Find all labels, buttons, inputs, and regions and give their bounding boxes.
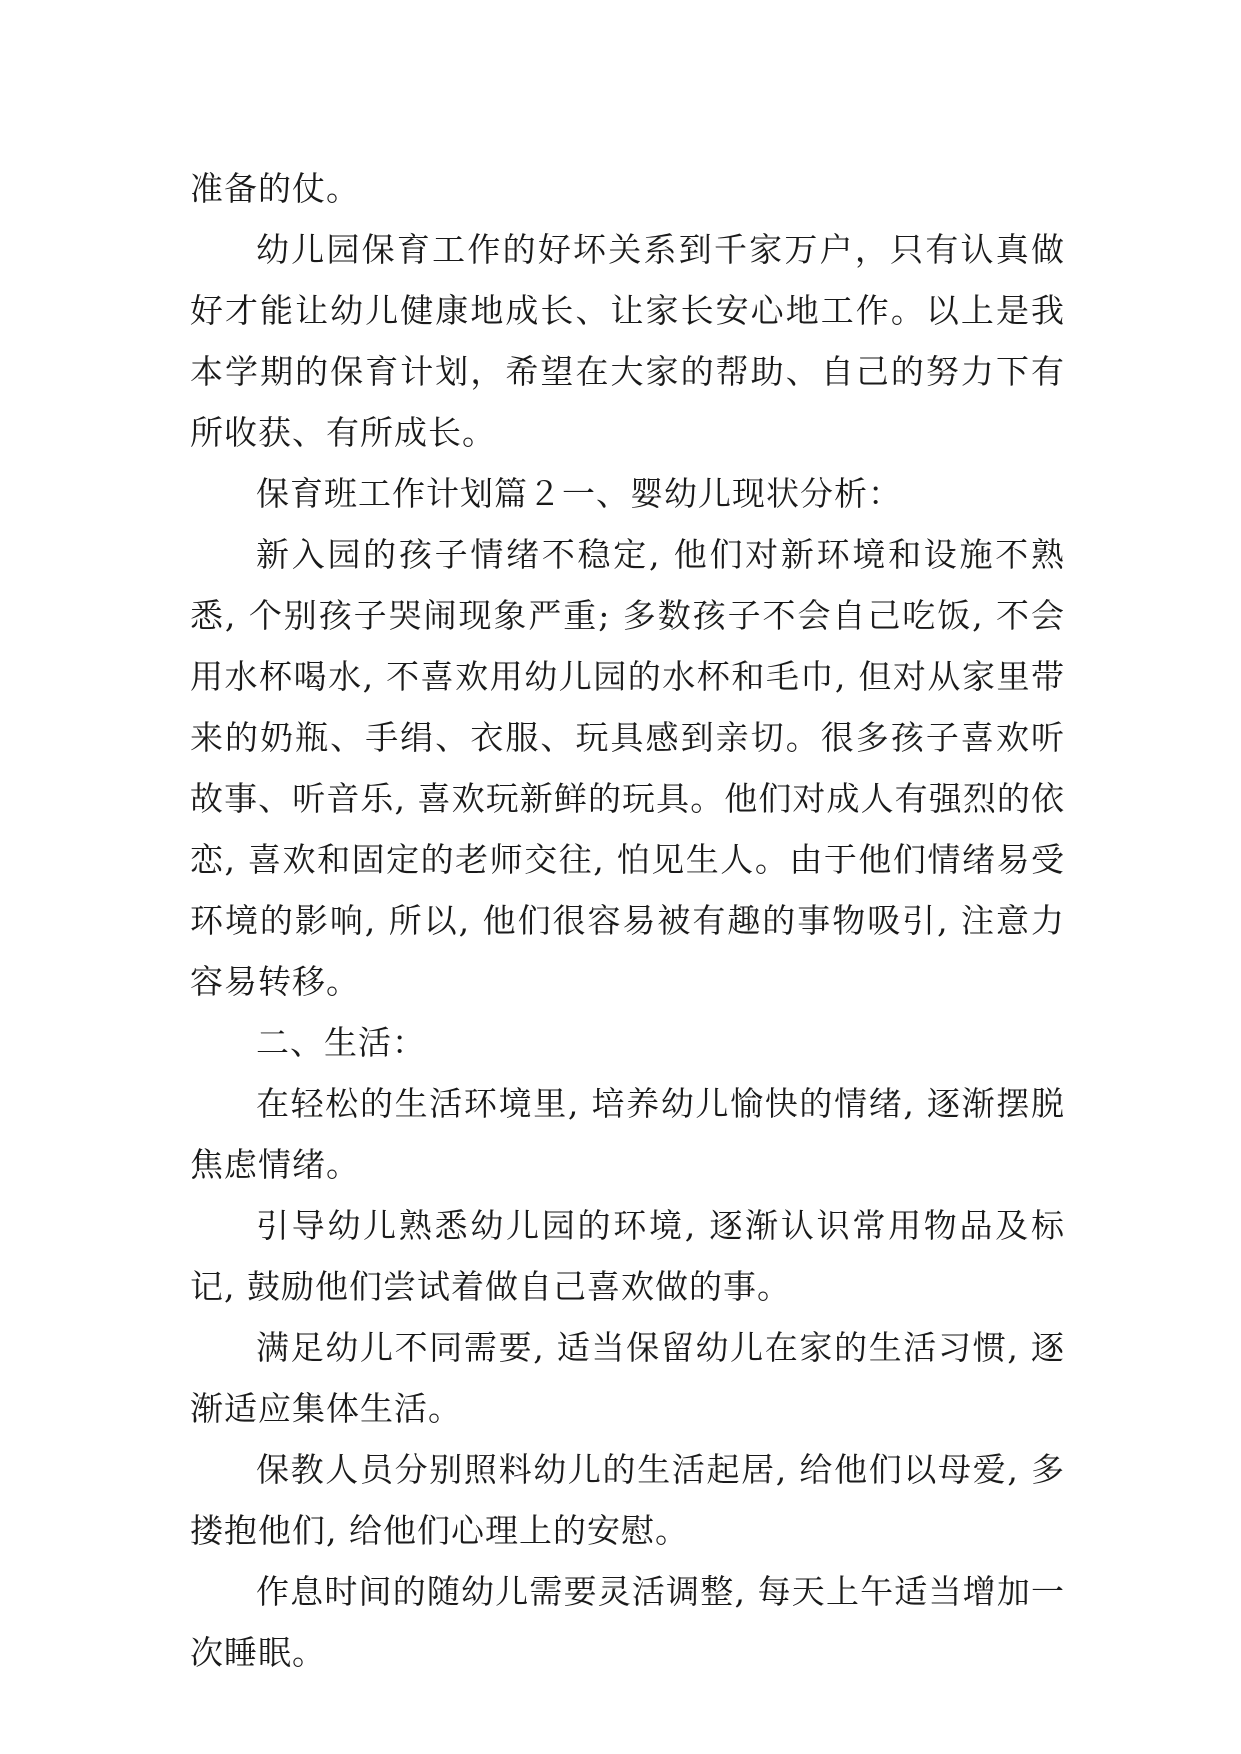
section-heading-life: 二、生活：	[256, 1023, 426, 1062]
paragraph-life-2: 引导幼儿熟悉幼儿园的环境, 逐渐认识常用物品及标记, 鼓励他们尝试着做自己喜欢做的事。	[190, 1206, 1065, 1306]
paragraph-2: 幼儿园保育工作的好坏关系到千家万户，只有认真做好才能让幼儿健康地成长、让家长安心地工作。以上是我本学期的保育计划，希望在大家的帮助、自己的努力下有所收获、有所成长。	[190, 230, 1065, 452]
paragraph-life-3: 满足幼儿不同需要, 适当保留幼儿在家的生活习惯, 逐渐适应集体生活。	[190, 1328, 1065, 1428]
paragraph-life-5: 作息时间的随幼儿需要灵活调整, 每天上午适当增加一次睡眠。	[190, 1572, 1065, 1672]
paragraph-1: 准备的仗。	[190, 169, 360, 208]
paragraph-life-1: 在轻松的生活环境里, 培养幼儿愉快的情绪, 逐渐摆脱焦虑情绪。	[190, 1084, 1065, 1184]
paragraph-status-analysis: 新入园的孩子情绪不稳定, 他们对新环境和设施不熟悉, 个别孩子哭闹现象严重; 多数孩子不会自己吃饭, 不会用水杯喝水, 不喜欢用幼儿园的水杯和毛巾, 但对从家里带来的奶瓶、手绢、衣服、玩具感到亲切。很多孩子喜欢听故事、听音乐, 喜欢玩新鲜的玩具。他们对成人有强烈的依恋, 喜欢和固定的老师交往, 怕见生人。由于他们情绪易受环境的影响, 所以, 他们很容易被有趣的事物吸引, 注意力容易转移。	[190, 535, 1065, 1001]
document-body	[190, 158, 1065, 1683]
section-heading-plan-2: 保育班工作计划篇２一、婴幼儿现状分析：	[256, 474, 902, 513]
paragraph-life-4: 保教人员分别照料幼儿的生活起居, 给他们以母爱, 多搂抱他们, 给他们心理上的安慰。	[190, 1450, 1065, 1550]
